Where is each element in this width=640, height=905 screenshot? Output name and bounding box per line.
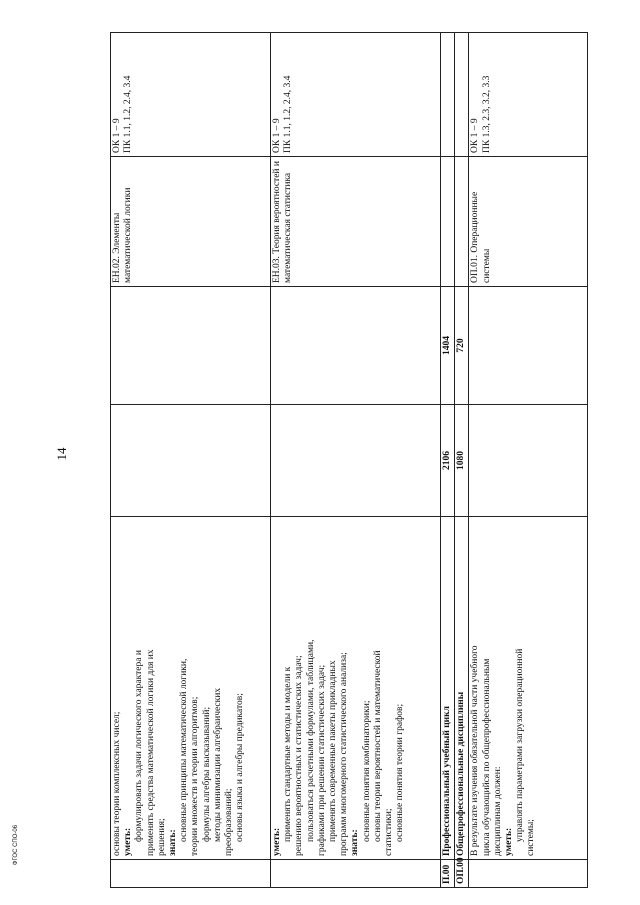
section-label: уметь: — [272, 827, 282, 856]
cell-max-load — [111, 405, 271, 517]
description-lines — [470, 520, 537, 856]
cell-competences: ОК 1 – 9 ПК 1.3, 2.3, 3.2, 3.3 — [469, 33, 588, 157]
cell-max-load: 2106 — [441, 405, 455, 517]
cell-discipline: ОП.01. Операционные системы — [469, 157, 588, 287]
description-line: основные принципы математической логики, — [179, 658, 190, 842]
table-row-operating-systems — [469, 33, 588, 888]
cell-competences — [441, 33, 455, 157]
table-row-general-prof — [455, 33, 469, 888]
table-row-prof-cycle — [441, 33, 455, 888]
description-line: основные понятия комбинаторики; — [361, 700, 372, 842]
description-line: основные понятия теории графов; — [395, 703, 406, 842]
cell-hours: 720 — [455, 287, 469, 405]
cell-hours — [469, 287, 588, 405]
description-line: применять средства математической логики для их — [145, 649, 156, 856]
cell-title: Общепрофессиональные дисциплины — [455, 517, 469, 860]
cell-description — [469, 517, 588, 860]
description-line: преобразований; — [224, 788, 235, 856]
cell-title: Профессиональный учебный цикл — [441, 517, 455, 860]
curriculum-table-rotated — [110, 33, 588, 888]
cell-competences: ОК 1 – 9 ПК 1.1, 1.2, 2.4, 3.4 — [271, 33, 441, 157]
cell-code — [271, 860, 441, 888]
cell-description — [271, 517, 441, 860]
cell-discipline — [441, 157, 455, 287]
description-lines — [112, 520, 246, 856]
table-row-elements — [111, 33, 271, 888]
description-line: управлять параметрами загрузки операционной — [515, 648, 526, 842]
description-line: программ многомерного статистического анализа; — [339, 652, 350, 856]
cell-code — [111, 860, 271, 888]
description-line: графиками при решении статистических задач; — [316, 664, 327, 856]
description-line: основы теории вероятностей и математической — [372, 650, 383, 842]
description-line: решения; — [156, 818, 167, 856]
description-line: методы минимизации алгебраических — [212, 687, 223, 842]
cell-hours: 1404 — [441, 287, 455, 405]
cell-hours — [271, 287, 441, 405]
description-line: В результате изучения обязательной части учебного — [470, 645, 481, 856]
cell-discipline — [455, 157, 469, 287]
description-lines — [272, 520, 406, 856]
cell-max-load — [271, 405, 441, 517]
section-label: знать: — [350, 829, 361, 856]
page-number: 14 — [54, 447, 69, 461]
cell-competences: ОК 1 – 9 ПК 1.1, 1.2, 2.4, 3.4 — [111, 33, 271, 157]
description-line: дисциплинам должен: — [492, 766, 503, 856]
cell-competences — [455, 33, 469, 157]
cell-max-load: 1080 — [455, 405, 469, 517]
description-line: основы языка и алгебры предикатов; — [235, 693, 246, 842]
section-label: знать: — [168, 829, 179, 856]
cell-code: П.00 — [441, 860, 455, 888]
description-line: формулировать задачи логического характера и — [134, 650, 145, 842]
cell-code: ОП.00 — [455, 860, 469, 888]
description-line: формулы алгебры высказываний; — [201, 706, 212, 842]
cell-description — [111, 517, 271, 860]
curriculum-table — [110, 32, 588, 888]
description-line: статистики; — [384, 808, 395, 856]
description-line: системы; — [526, 819, 537, 856]
cell-max-load — [469, 405, 588, 517]
table-row-probability — [271, 33, 441, 888]
description-line: применять стандартные методы и модели к — [283, 666, 294, 842]
section-label: уметь: — [123, 827, 134, 856]
cell-code — [469, 860, 588, 888]
description-line: пользоваться расчетными формулами, таблицами, — [305, 639, 316, 842]
description-line: цикла обучающийся по общепрофессиональным — [481, 658, 492, 856]
description-line: теории множеств и теории алгоритмов; — [190, 696, 201, 856]
cell-discipline: ЕН.02. Элементы математической логики — [111, 157, 271, 287]
description-line: основы теории комплексных чисел; — [112, 711, 122, 856]
footer-doc-code: ФГОС СПО-06 — [13, 824, 19, 866]
description-line: применять современные пакеты прикладных — [328, 660, 339, 842]
cell-hours — [111, 287, 271, 405]
description-line: решению вероятностных и статистических задач; — [294, 655, 305, 856]
cell-discipline: ЕН.03. Теория вероятностей и математическая статистика — [271, 157, 441, 287]
section-label: уметь: — [504, 827, 515, 856]
